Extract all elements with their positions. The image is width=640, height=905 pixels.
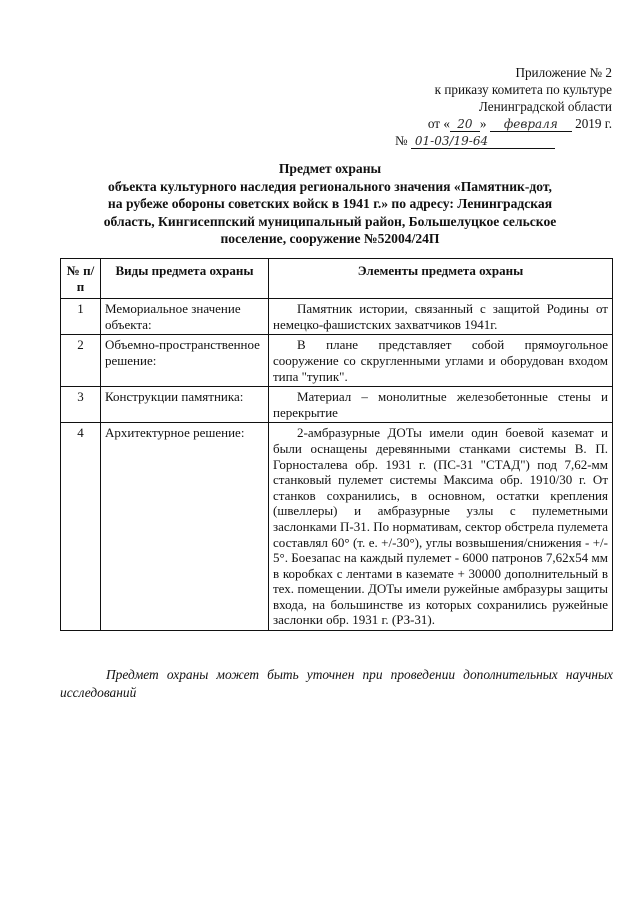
- title-line-1: Предмет охраны: [278, 161, 382, 176]
- date-day-handwritten: 20: [450, 117, 480, 132]
- header-num: № п/п: [61, 259, 101, 299]
- appendix-number: Приложение № 2: [515, 65, 612, 80]
- document-title: [60, 160, 600, 248]
- row-num: 3: [61, 387, 101, 423]
- order-number-handwritten: 01-03/19-64: [411, 134, 555, 149]
- footer-note: [60, 666, 613, 702]
- appendix-date: [362, 115, 612, 132]
- table-header-row: [61, 259, 613, 299]
- row-num: 4: [61, 423, 101, 631]
- row-elements-text: В плане представляет собой прямоугольное сооружение со скругленными углами и оборудован входом типа "тупик".: [273, 337, 608, 384]
- appendix-block: [362, 64, 612, 149]
- header-type: Виды предмета охраны: [101, 259, 269, 299]
- row-type: Конструкции памятника:: [101, 387, 269, 423]
- row-type: Объемно-пространственное решение:: [101, 335, 269, 387]
- title-line-5: поселение, сооружение №52004/24П: [220, 231, 440, 246]
- date-prefix: от «: [427, 116, 450, 131]
- row-type: Архитектурное решение:: [101, 423, 269, 631]
- row-type: Мемориальное значение объекта:: [101, 299, 269, 335]
- table-row: [61, 387, 613, 423]
- date-mid: »: [479, 116, 490, 131]
- row-num: 2: [61, 335, 101, 387]
- header-elements: Элементы предмета охраны: [269, 259, 613, 299]
- row-elements: [269, 387, 613, 423]
- appendix-order-number: [362, 132, 612, 149]
- row-elements-text: Материал – монолитные железобетонные стены и перекрытие: [273, 389, 608, 420]
- row-elements: [269, 299, 613, 335]
- table-row: [61, 335, 613, 387]
- title-line-3: на рубеже обороны советских войск в 1941 г.» по адресу: Ленинградская: [107, 196, 553, 211]
- date-month-handwritten: февраля: [490, 117, 572, 132]
- row-elements: [269, 423, 613, 631]
- footer-note-text: Предмет охраны может быть уточнен при проведении дополнительных научных исследований: [60, 667, 613, 700]
- row-elements: [269, 335, 613, 387]
- number-prefix: №: [395, 133, 411, 148]
- row-num: 1: [61, 299, 101, 335]
- title-line-4: область, Кингисеппский муниципальный район, Большелуцкое сельское: [103, 213, 557, 229]
- date-year: 2019 г.: [571, 116, 612, 131]
- row-elements-text: Памятник истории, связанный с защитой Родины от немецко-фашистских захватчиков 1941г.: [273, 301, 608, 332]
- table-row: [61, 423, 613, 631]
- title-line-2: объекта культурного наследия регионального значения «Памятник-дот,: [108, 178, 552, 194]
- table-row: [61, 299, 613, 335]
- appendix-region: Ленинградской области: [478, 99, 612, 114]
- row-elements-text: 2-амбразурные ДОТы имели один боевой каземат и были оснащены деревянными станками системы В. П. Горносталева обр. 1931 г. (ПС-31 "СТАД") под 7,62-мм станковый пулемет системы Максима обр. 1910/30 г. От станков сохранились, в основном, остатки крепления (швеллеры) и амбразурные узлы с пулеметными заслонками П-31. По нормативам, сектор обстрела пулемета составлял 60° (т. е. +/-30°), углы возвышения/снижения - +/- 5°. Боезапас на каждый пулемет - 6000 патронов 7,62x54 мм в коробках с лентами в каземате + 30000 дополнительный в тех. помещении. ДОТы имели ружейные амбразуры защиты входа, на большинстве из которых сохранились ружейные заслонки обр. 1931 г. (РЗ-31).: [273, 425, 608, 628]
- protection-table: [60, 258, 613, 631]
- appendix-order-ref: к приказу комитета по культуре: [434, 82, 612, 97]
